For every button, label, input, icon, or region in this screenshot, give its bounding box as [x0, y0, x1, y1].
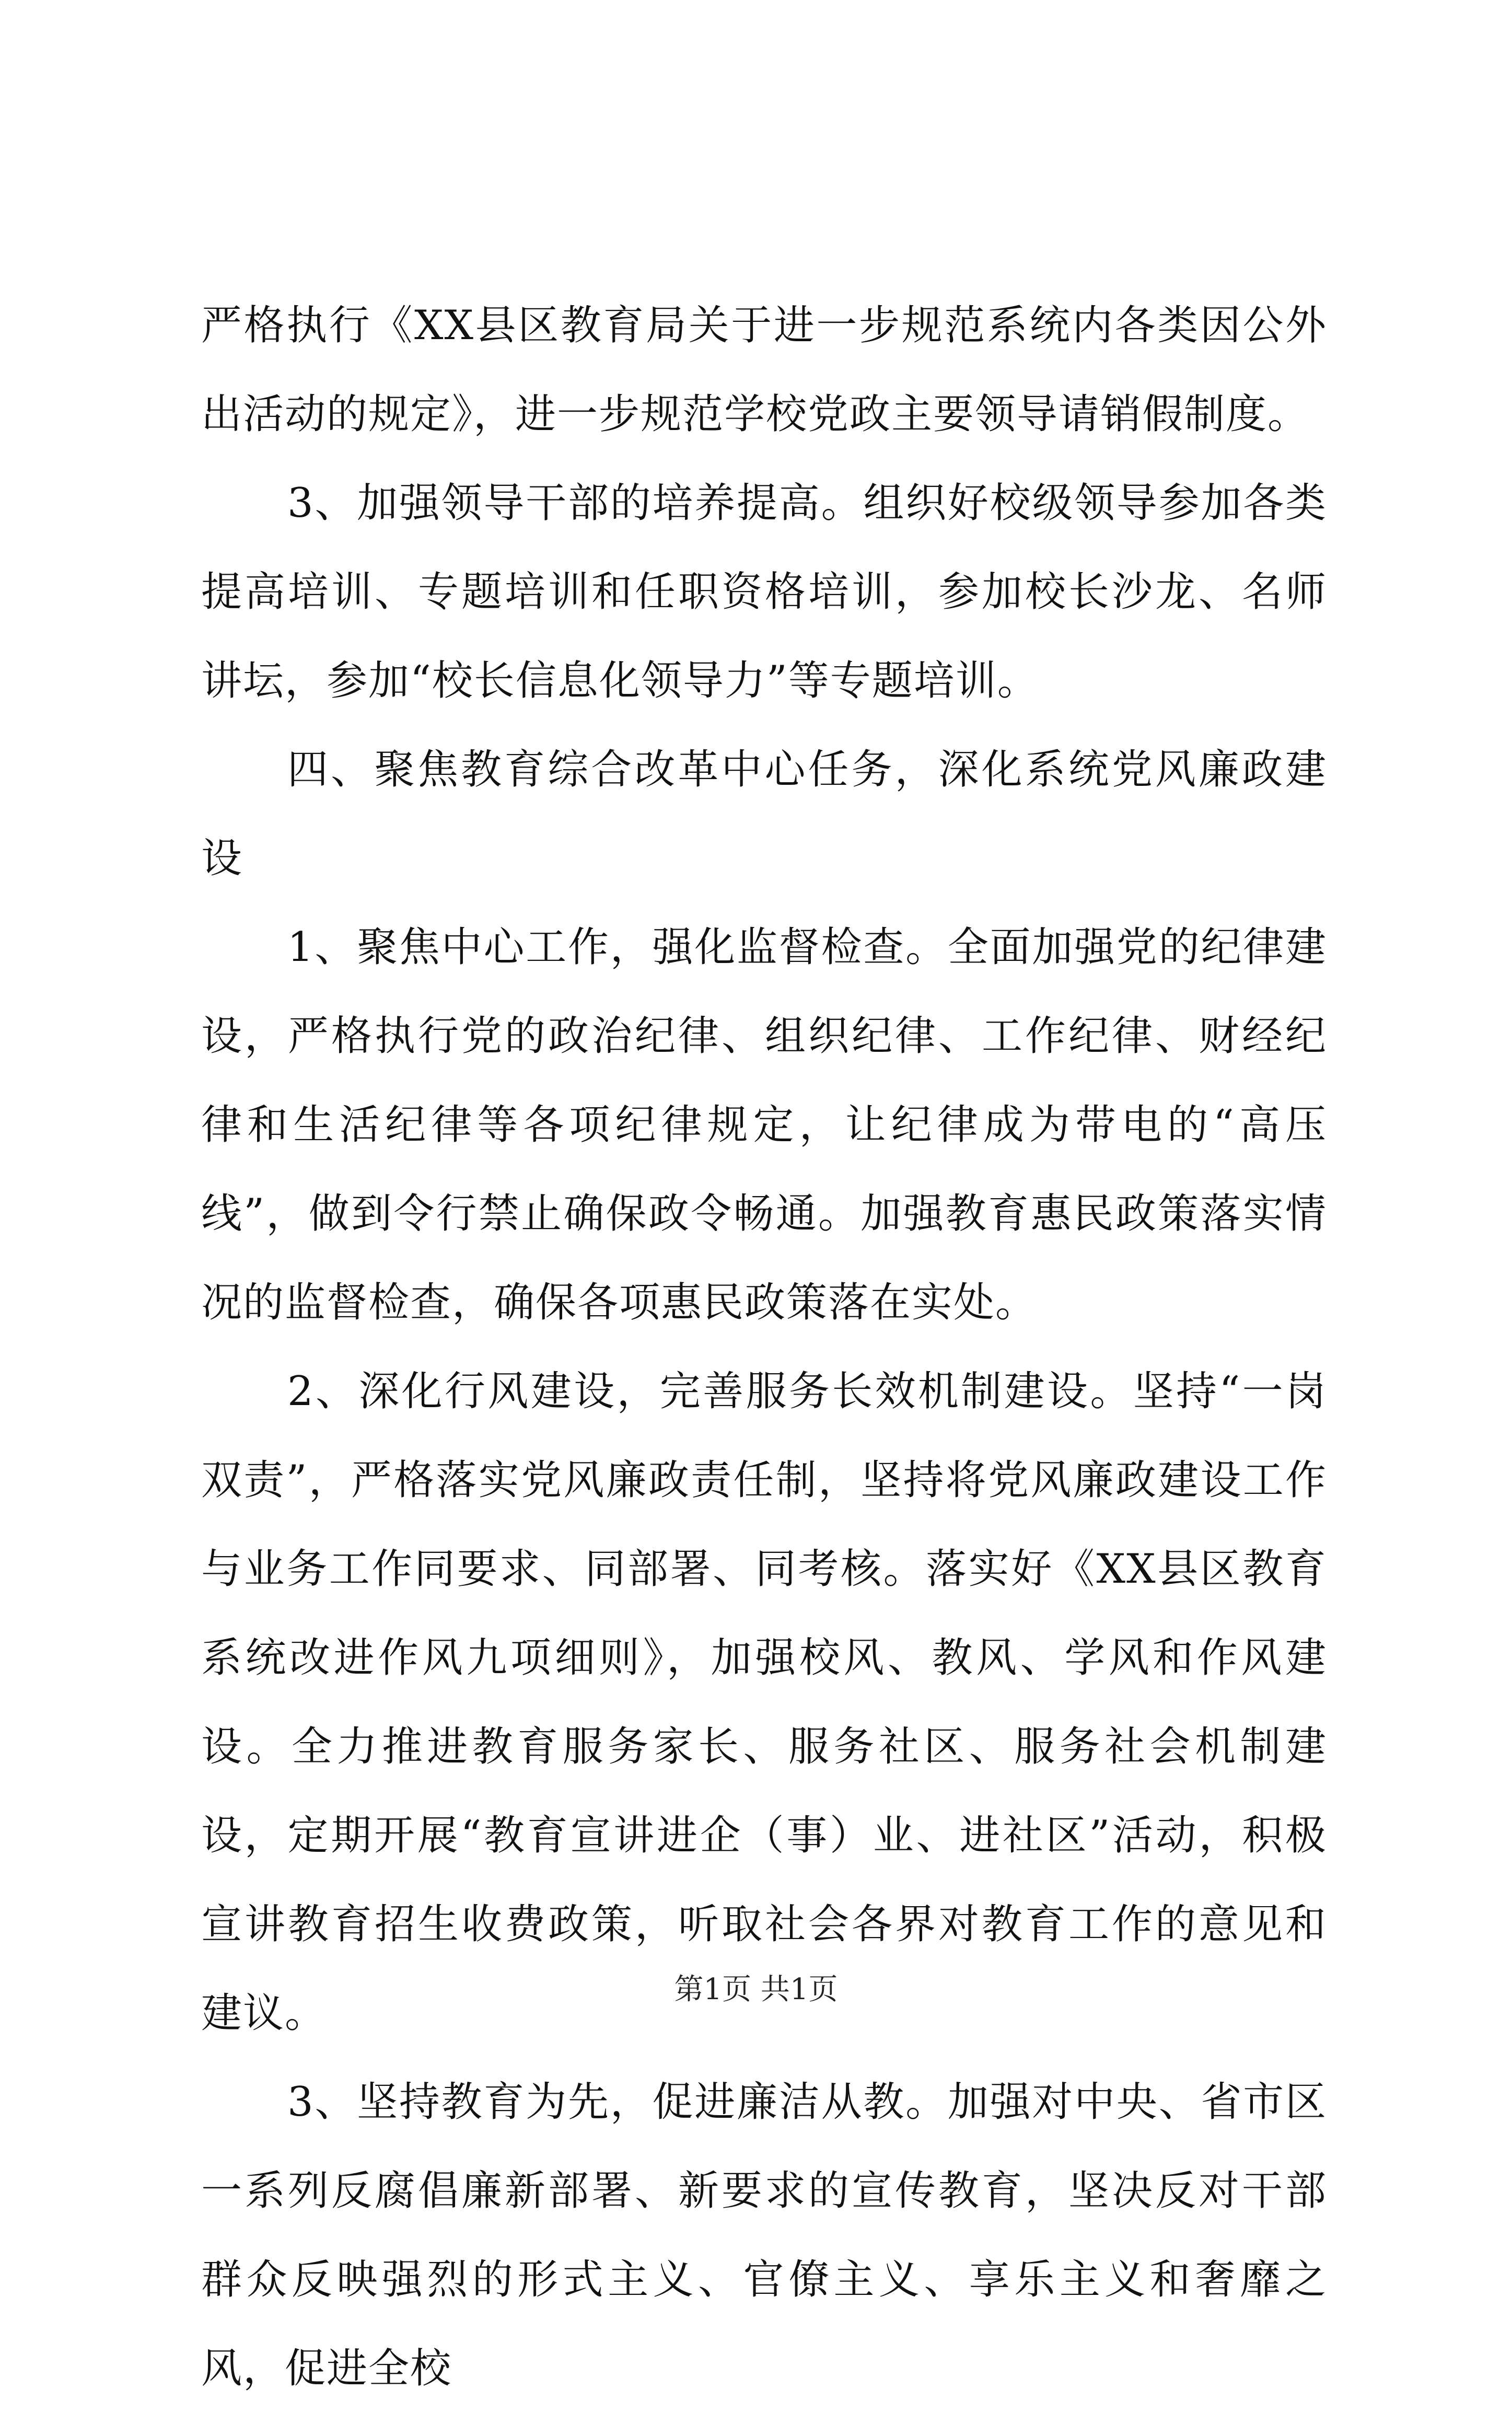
section-heading: 四、聚焦教育综合改革中心任务，深化系统党风廉政建设 [201, 746, 1327, 882]
paragraph-leader-training: 3、加强领导干部的培养提高。组织好校级领导参加各类提高培训、专题培训和任职资格培训，参加校长沙龙、名师讲坛，参加“校长信息化领导力”等专题培训。 [201, 480, 1327, 704]
paragraph-continuation: 严格执行《XX县区教育局关于进一步规范系统内各类因公外出活动的规定》，进一步规范学校党政主要领导请销假制度。 [201, 302, 1327, 438]
page-number-footer: 第1页 共1页 [674, 1973, 838, 2006]
paragraph-conduct-building: 2、深化行风建设，完善服务长效机制建设。坚持“一岗双责”，严格落实党风廉政责任制，坚持将党风廉政建设工作与业务工作同要求、同部署、同考核。落实好《XX县区教育系统改进作风九项细则》，加强校风、教风、学风和作风建设。全力推进教育服务家长、服务社区、服务社会机制建设，定期开展“教育宣讲进企（事）业、进社区”活动，积极宣讲教育招生收费政策，听取社会各界对教育工作的意见和建议。 [201, 1368, 1327, 2037]
paragraph-clean-teaching: 3、坚持教育为先，促进廉洁从教。加强对中央、省市区一系列反腐倡廉新部署、新要求的宣传教育，坚决反对干部群众反映强烈的形式主义、官僚主义、享乐主义和奢靡之风，促进全校 [201, 2079, 1327, 2392]
document-body [201, 281, 1327, 2413]
paragraph-supervision: 1、聚焦中心工作，强化监督检查。全面加强党的纪律建设，严格执行党的政治纪律、组织纪律、工作纪律、财经纪律和生活纪律等各项纪律规定，让纪律成为带电的“高压线”，做到令行禁止确保政令畅通。加强教育惠民政策落实情况的监督检查，确保各项惠民政策落在实处。 [201, 924, 1327, 1326]
